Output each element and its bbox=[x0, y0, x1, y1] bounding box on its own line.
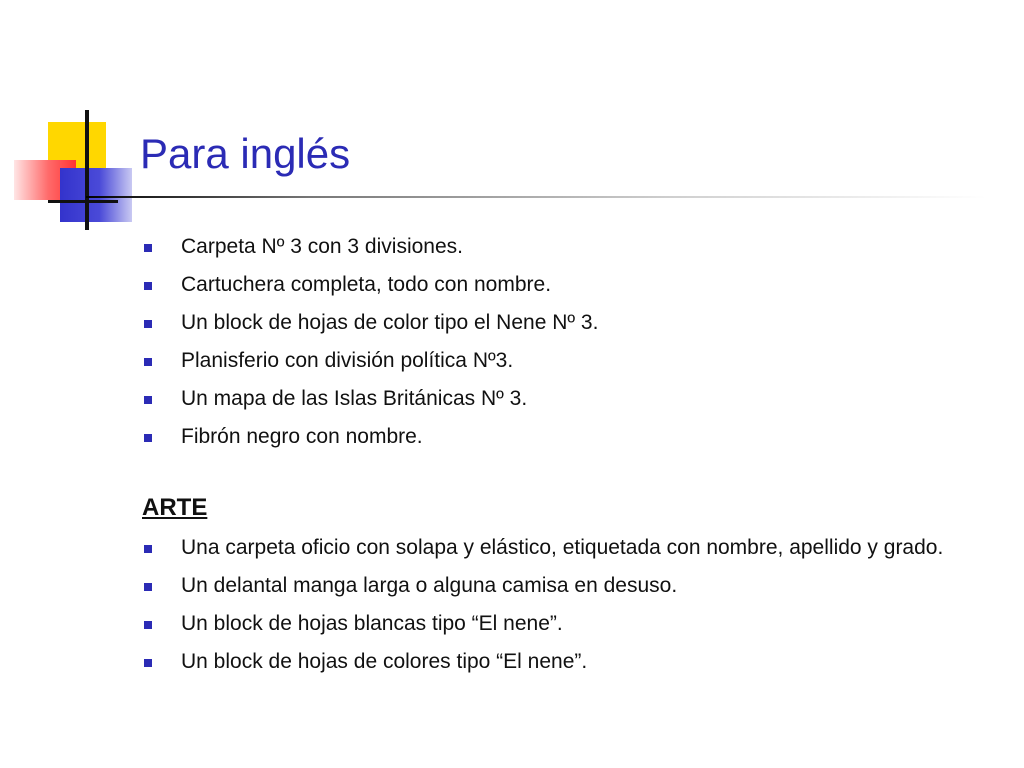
list-item-text: Fibrón negro con nombre. bbox=[181, 425, 423, 448]
list-item bbox=[142, 309, 742, 337]
square-bullet-icon bbox=[144, 621, 152, 629]
list-item bbox=[142, 572, 994, 600]
list-item bbox=[142, 610, 994, 638]
square-bullet-icon bbox=[144, 396, 152, 404]
corner-decoration bbox=[0, 0, 140, 240]
list-item-text: Un block de hojas blancas tipo “El nene”. bbox=[181, 612, 563, 635]
list-item bbox=[142, 233, 742, 261]
blue-square-decoration bbox=[60, 168, 132, 222]
square-bullet-icon bbox=[144, 320, 152, 328]
list-item bbox=[142, 385, 742, 413]
vertical-line-decoration bbox=[85, 110, 89, 230]
english-supplies-list bbox=[142, 233, 742, 461]
horizontal-line-decoration bbox=[48, 200, 118, 203]
square-bullet-icon bbox=[144, 282, 152, 290]
list-item bbox=[142, 648, 994, 676]
square-bullet-icon bbox=[144, 434, 152, 442]
list-item bbox=[142, 271, 742, 299]
list-item-text: Un mapa de las Islas Británicas Nº 3. bbox=[181, 387, 528, 410]
list-item bbox=[142, 423, 742, 451]
square-bullet-icon bbox=[144, 545, 152, 553]
list-item-text: Un block de hojas de colores tipo “El nene”. bbox=[181, 650, 588, 673]
list-item-text: Una carpeta oficio con solapa y elástico, etiquetada con nombre, apellido y grado. bbox=[181, 536, 944, 559]
square-bullet-icon bbox=[144, 358, 152, 366]
square-bullet-icon bbox=[144, 659, 152, 667]
list-item-text: Un block de hojas de color tipo el Nene Nº 3. bbox=[181, 311, 599, 334]
list-item-text: Cartuchera completa, todo con nombre. bbox=[181, 273, 552, 296]
art-section-heading: ARTE bbox=[142, 494, 208, 521]
list-item bbox=[142, 347, 742, 375]
square-bullet-icon bbox=[144, 244, 152, 252]
list-item-text: Planisferio con división política Nº3. bbox=[181, 349, 514, 372]
square-bullet-icon bbox=[144, 583, 152, 591]
list-item bbox=[142, 534, 994, 562]
list-item-text: Un delantal manga larga o alguna camisa en desuso. bbox=[181, 574, 678, 597]
title-underline-rule bbox=[86, 196, 986, 198]
list-item-text: Carpeta Nº 3 con 3 divisiones. bbox=[181, 235, 463, 258]
slide-title: Para inglés bbox=[140, 130, 351, 177]
art-supplies-list bbox=[142, 534, 994, 686]
